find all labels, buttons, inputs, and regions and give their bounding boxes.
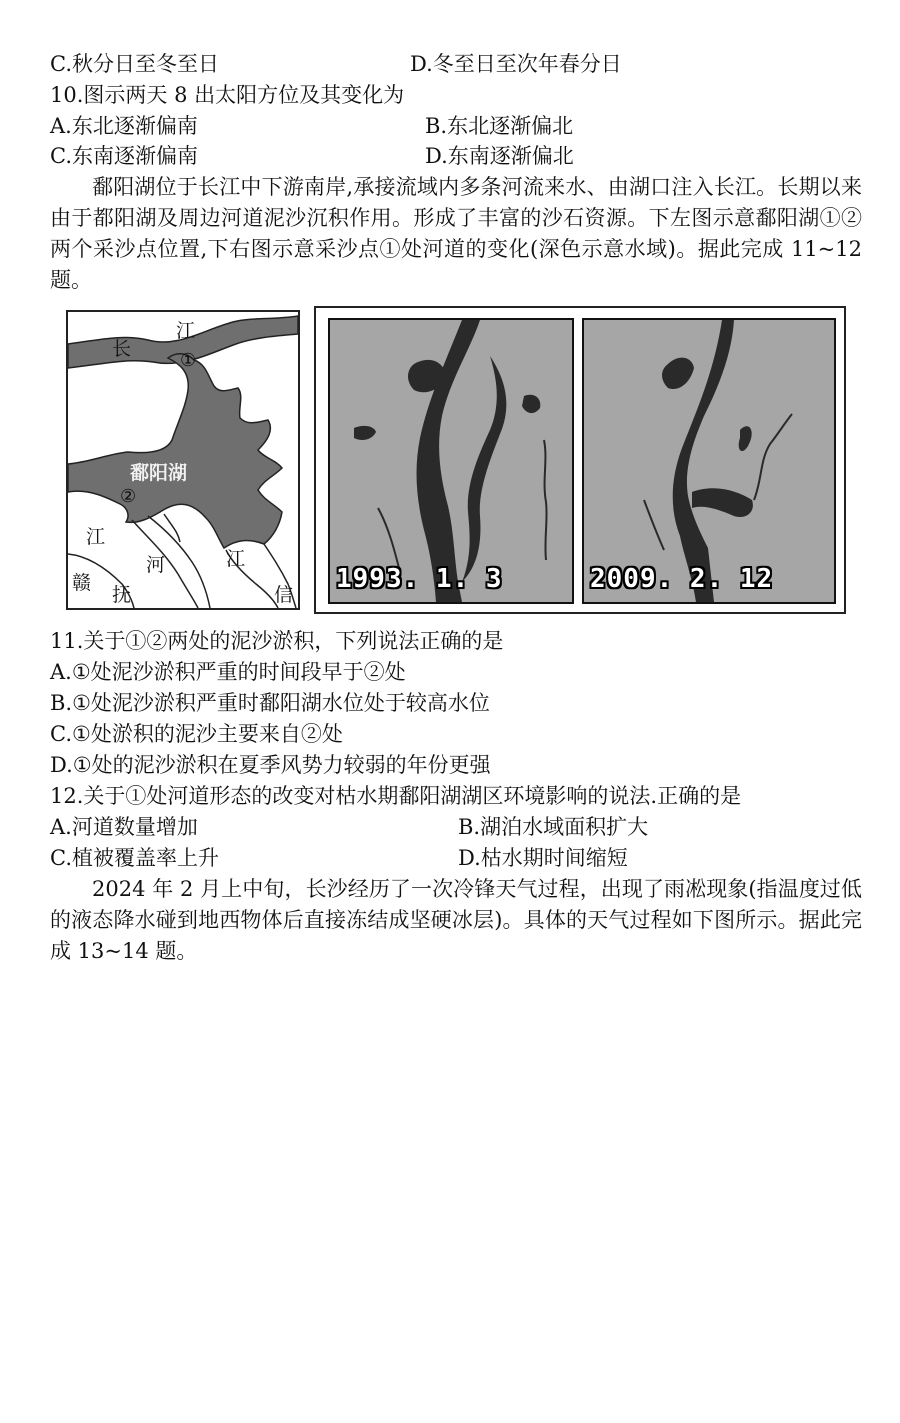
q12-option-d: D.枯水期时间缩短	[458, 846, 628, 870]
satellite-image-1993	[328, 318, 574, 604]
map-label-jiang-top: 江	[176, 320, 196, 342]
map-label-poyang-lake: 鄱阳湖	[130, 462, 188, 484]
poyang-lake-map	[66, 310, 300, 610]
changsha-intro-paragraph: 2024 年 2 月上中旬，长沙经历了一次冷锋天气过程，出现了雨凇现象(指温度过低的液态降水碰到地西物体后直接冻结成坚硬冰层)。具体的天气过程如下图所示。据此完成 13~14 题。	[50, 877, 862, 963]
satellite-date-1993: 1993. 1. 3	[336, 564, 503, 594]
q10-option-a: A.东北逐渐偏南	[50, 114, 198, 138]
q10-option-d: D.东南逐渐偏北	[425, 144, 574, 168]
map-label-gan: 赣	[72, 572, 92, 594]
q12-option-b: B.湖泊水域面积扩大	[458, 815, 649, 839]
q10-stem: 10.图示两天 8 出太阳方位及其变化为	[50, 83, 405, 107]
q12-stem: 12.关于①处河道形态的改变对枯水期鄱阳湖湖区环境影响的说法.正确的是	[50, 784, 742, 808]
q12-option-a: A.河道数量增加	[50, 815, 198, 839]
satellite-image-2009	[582, 318, 836, 604]
poyang-intro-paragraph: 鄱阳湖位于长江中下游南岸,承接流域内多条河流来水、由湖口注入长江。长期以来由于都阳湖及周边河道泥沙沉积作用。形成了丰富的沙石资源。下左图示意鄱阳湖①②两个采沙点位置,下右图示意采沙点①处河道的变化(深色示意水域)。据此完成 11~12 题。	[50, 175, 862, 292]
map-label-jiang-left: 江	[86, 526, 106, 548]
q11-option-a: A.①处泥沙淤积严重的时间段早于②处	[50, 660, 406, 684]
q9-option-c: C.秋分日至冬至日	[50, 52, 219, 76]
q9-option-d: D.冬至日至次年春分日	[410, 52, 622, 76]
satellite-date-2009: 2009. 2. 12	[590, 564, 774, 594]
q10-option-c: C.东南逐渐偏南	[50, 144, 198, 168]
q11-option-b: B.①处泥沙淤积严重时鄱阳湖水位处于较高水位	[50, 691, 490, 715]
map-label-chang: 长	[112, 338, 132, 360]
q12-option-c: C.植被覆盖率上升	[50, 846, 219, 870]
satellite-2009-svg	[584, 320, 834, 602]
map-label-jiang-right: 江	[226, 548, 246, 570]
satellite-1993-svg	[330, 320, 572, 602]
q11-option-c: C.①处淤积的泥沙主要来自②处	[50, 722, 343, 746]
map-point-2: ②	[120, 486, 137, 507]
satellite-comparison-figure	[314, 306, 846, 614]
map-label-he: 河	[146, 554, 166, 576]
q10-option-b: B.东北逐渐偏北	[425, 114, 574, 138]
q11-stem: 11.关于①②两处的泥沙淤积，下列说法正确的是	[50, 629, 504, 653]
q11-option-d: D.①处的泥沙淤积在夏季风势力较弱的年份更强	[50, 753, 491, 777]
map-label-fu: 抚	[112, 584, 132, 606]
map-label-xin: 信	[274, 584, 294, 606]
map-point-1: ①	[180, 350, 197, 371]
